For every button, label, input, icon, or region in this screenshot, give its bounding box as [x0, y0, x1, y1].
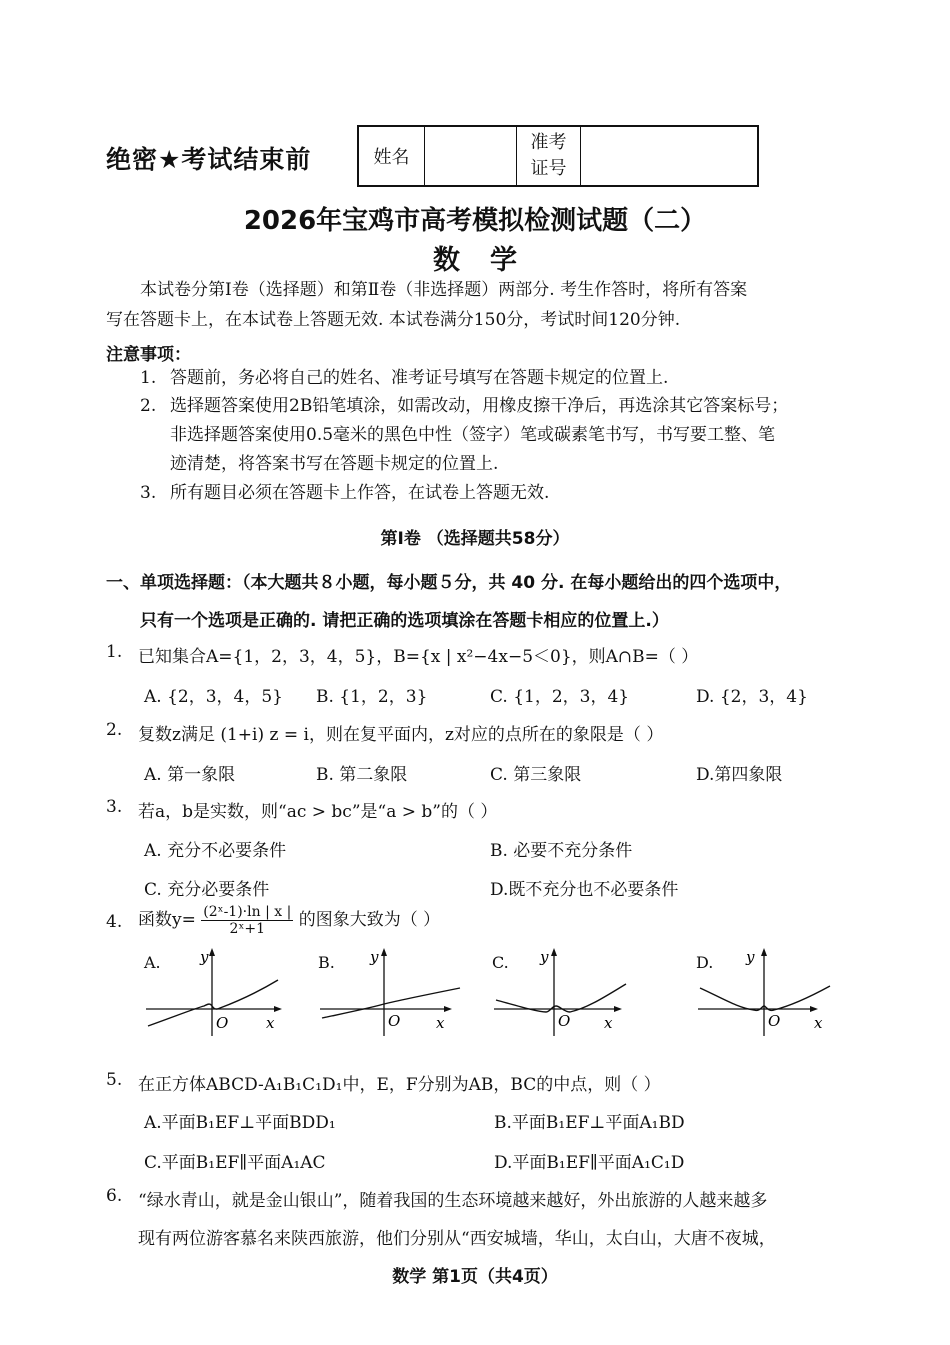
q5-option-d[interactable]: D.平面B₁EF∥平面A₁C₁D — [494, 1153, 685, 1173]
note-item: 2. 选择题答案使用2B铅笔填涂，如需改动，用橡皮擦干净后，再选涂其它答案标号； 非选择题答案使用0.5毫米的黑色中性（签字）笔或碳素笔书写，书写要工整、笔 迹清楚，将答案书写在答题卡规定的位置上. — [140, 396, 789, 474]
q2-option-b[interactable]: B. 第二象限 — [316, 765, 408, 785]
axis-label: x — [814, 1014, 823, 1032]
origin-label: O — [388, 1012, 401, 1030]
q4-graph-c[interactable] — [494, 946, 639, 1036]
q1-option-a[interactable]: A. {2，3，4，5} — [144, 687, 283, 707]
note-item: 1. 答题前，务必将自己的姓名、准考证号填写在答题卡规定的位置上. — [140, 368, 669, 388]
q4-graph-d[interactable] — [698, 946, 843, 1036]
name-label: 姓名 — [359, 127, 425, 185]
q3-option-a[interactable]: A. 充分不必要条件 — [144, 841, 287, 861]
origin-label: O — [768, 1012, 781, 1030]
q4-suffix: 的图象大致为（ ） — [298, 910, 441, 930]
question-3: 3. 若a，b是实数，则“ac > bc”是“a > b”的（ ） — [106, 797, 498, 822]
candidate-info-box — [357, 125, 759, 187]
q4-graph-b[interactable] — [320, 946, 465, 1036]
origin-label: O — [216, 1014, 229, 1032]
q4-fraction — [201, 904, 293, 937]
axis-label: y — [370, 948, 379, 966]
axis-label: x — [604, 1014, 613, 1032]
question-1: 1. 已知集合A={1，2，3，4，5}，B={x | x²−4x−5＜0}，则A∩B=（ ） — [106, 642, 699, 667]
note-item: 3. 所有题目必须在答题卡上作答，在试卷上答题无效. — [140, 483, 550, 503]
intro-line-1: 本试卷分第Ⅰ卷（选择题）和第Ⅱ卷（非选择题）两部分. 考生作答时，将所有答案 — [140, 280, 748, 300]
question-6: 6. “绿水青山，就是金山银山”，随着我国的生态环境越来越好，外出旅游的人越来越多 现有两位游客慕名来陕西旅游，他们分别从“西安城墙，华山，太白山，大唐不夜城， — [106, 1186, 776, 1249]
q5-option-c[interactable]: C.平面B₁EF∥平面A₁AC — [144, 1153, 326, 1173]
q5-option-b[interactable]: B.平面B₁EF⊥平面A₁BD — [494, 1113, 685, 1133]
origin-label: O — [558, 1012, 571, 1030]
section-1-line-2: 只有一个选项是正确的. 请把正确的选项填涂在答题卡相应的位置上.） — [140, 611, 669, 631]
q4-graph-a[interactable] — [146, 946, 291, 1036]
q1-option-c[interactable]: C. {1，2，3，4} — [490, 687, 630, 707]
exam-title: 2026年宝鸡市高考模拟检测试题（二） — [243, 206, 707, 236]
subject-title: 数学 — [433, 245, 547, 276]
question-4: 4. 函数y= $\frac{\text{(2ˣ-1)·ln | x |}}{\text{2ˣ+1}}$ 的图象大致为（ ） — [106, 904, 441, 937]
confidential-label: 绝密★考试结束前 — [106, 145, 312, 174]
q4-graph-label-c[interactable]: C. — [492, 953, 509, 972]
q1-option-d[interactable]: D. {2，3，4} — [696, 687, 808, 707]
q4-graph-label-b[interactable]: B. — [318, 953, 335, 972]
notes-title: 注意事项： — [106, 345, 191, 365]
question-2: 2. 复数z满足 (1+i) z = i，则在复平面内，z对应的点所在的象限是（ ） — [106, 720, 664, 745]
intro-line-2: 写在答题卡上，在本试卷上答题无效. 本试卷满分150分，考试时间120分钟. — [106, 310, 681, 330]
q4-graph-label-a[interactable]: A. — [144, 953, 161, 972]
exam-id-label — [517, 127, 581, 185]
name-field[interactable] — [425, 127, 517, 185]
axis-label: y — [746, 948, 755, 966]
q2-option-d[interactable]: D.第四象限 — [696, 765, 783, 785]
q3-option-b[interactable]: B. 必要不充分条件 — [490, 841, 633, 861]
section-1-instructions — [106, 564, 866, 640]
q4-graph-label-d[interactable]: D. — [696, 953, 714, 972]
q3-option-d[interactable]: D.既不充分也不必要条件 — [490, 880, 679, 900]
exam-id-label-line2: 证号 — [530, 158, 567, 179]
q3-option-c[interactable]: C. 充分必要条件 — [144, 880, 270, 900]
page-footer: 数学 第1页（共4页） — [392, 1267, 558, 1287]
question-5: 5. 在正方体ABCD-A₁B₁C₁D₁中，E，F分别为AB，BC的中点，则（ ） — [106, 1070, 661, 1095]
q4-numerator: (2ˣ-1)·ln | x | — [203, 904, 292, 920]
axis-label: y — [200, 948, 209, 966]
q4-prefix: 函数y= — [138, 910, 196, 930]
axis-label: x — [266, 1014, 275, 1032]
exam-id-field[interactable] — [581, 127, 757, 185]
q5-option-a[interactable]: A.平面B₁EF⊥平面BDD₁ — [144, 1113, 336, 1133]
exam-id-label-line1: 准考 — [530, 132, 567, 153]
q4-denominator: 2ˣ+1 — [229, 921, 266, 937]
axis-label: x — [436, 1014, 445, 1032]
section-1-line-1: 一、单项选择题：（本大题共８小题，每小题５分，共 40 分. 在每小题给出的四个选项中， — [106, 573, 792, 593]
part-1-heading: 第Ⅰ卷 （选择题共58分） — [380, 529, 570, 549]
q2-option-c[interactable]: C. 第三象限 — [490, 765, 582, 785]
axis-label: y — [540, 948, 549, 966]
q2-option-a[interactable]: A. 第一象限 — [144, 765, 236, 785]
q1-option-b[interactable]: B. {1，2，3} — [316, 687, 428, 707]
